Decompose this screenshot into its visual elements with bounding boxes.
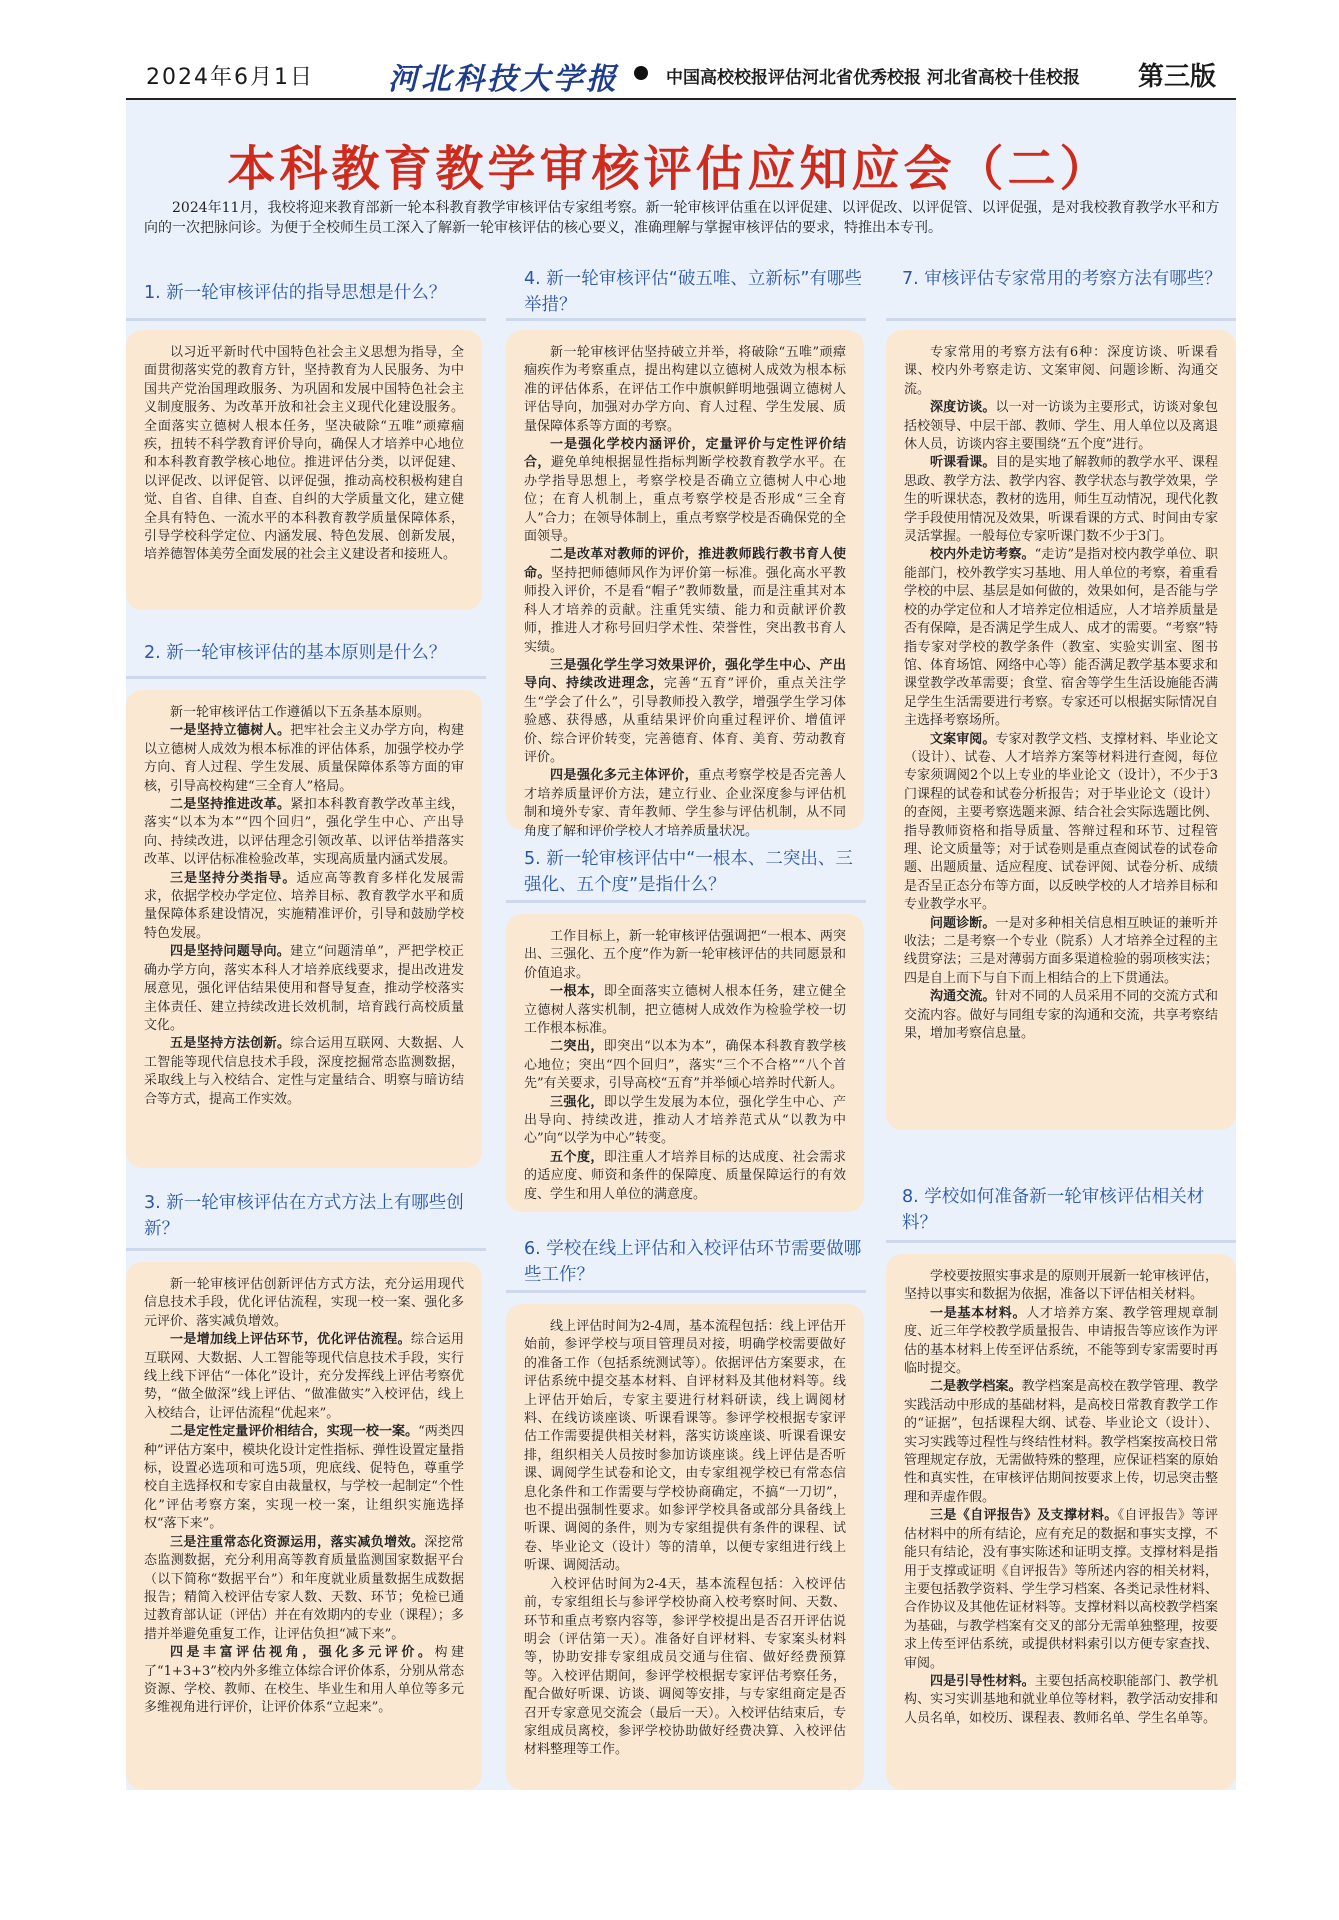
- answer-paragraph: [144, 1035, 464, 1109]
- paragraph-lead: 三是《自评报告》及支撑材料。: [930, 1508, 1118, 1524]
- paragraph-lead: 听课看课。: [930, 455, 996, 471]
- question-title-1: 1. 新一轮审核评估的指导思想是什么？: [144, 283, 447, 303]
- paragraph-lead: 三是注重常态化资源运用，落实减负增效。: [170, 1534, 425, 1550]
- answer-box-4: [506, 330, 864, 839]
- paragraph-text: 完善“五育”评价，重点关注学生“学会了什么”，引导教师投入教学，增强学生学习体验感、获得感，从重结果评价向重过程评价、增值评价、综合评价转变，完善德育、体育、美育、劳动教育评价。: [524, 676, 846, 765]
- answer-paragraph: [524, 1318, 846, 1576]
- paragraph-lead: 沟通交流。: [930, 989, 996, 1005]
- question-title-6: 6. 学校在线上评估和入校评估环节需要做哪些工作？: [524, 1239, 862, 1285]
- paragraph-lead: 二是坚持推进改革。: [170, 797, 291, 813]
- answer-paragraph: [524, 546, 846, 656]
- answer-paragraph: [524, 1149, 846, 1204]
- answer-paragraph: [904, 454, 1218, 546]
- paragraph-text: 专家常用的考察方法有6种：深度访谈、听课看课、校内外考察走访、文案审阅、问题诊断、沟通交流。: [904, 345, 1218, 397]
- answer-paragraph: [524, 344, 846, 436]
- paragraph-text: 《自评报告》等评估材料中的所有结论，应有充足的数据和事实支撑，不能只有结论，没有事实陈述和证明支撑。支撑材料是指用于支撑或证明《自评报告》等所述内容的相关材料，主要包括教学资料、学生学习档案、各类记录性材料、合作协议及其他佐证材料等。支撑材料以高校教学档案为基础，与教学档案有交叉的部分无需单独整理，按要求上传至评估系统，或提供材料索引以方便专家查找、审阅。: [904, 1508, 1218, 1671]
- paragraph-text: 综合运用互联网、大数据、人工智能等现代信息技术手段，实行线上线下评估“一体化”设计，充分发挥线上评估考察优势，“做全做深”线上评估、“做准做实”入校评估，线上入校结合，让评估流程“优起来”。: [144, 1332, 464, 1421]
- answer-paragraph: [144, 870, 464, 944]
- paragraph-text: 一是对多种相关信息相互映证的兼听并收法；二是考察一个专业（院系）人才培养全过程的主线贯穿法；三是对薄弱方面多渠道检验的弱项核实法；四是自上而下与自下而上相结合的上下贯通法。: [904, 915, 1218, 986]
- answer-paragraph: [524, 928, 846, 983]
- paragraph-lead: 二是定性定量评价相结合，实现一校一案。: [170, 1424, 419, 1440]
- divider: [506, 900, 866, 903]
- newspaper-logo: 河北科技大学报: [388, 62, 619, 97]
- answer-paragraph: [904, 731, 1218, 915]
- answer-paragraph: [904, 1507, 1218, 1673]
- paragraph-text: “两类四种”评估方案中，模块化设计定性指标、弹性设置定量指标，设置必选项和可选5项，兜底线、促特色，尊重学校自主选择权和专家自由裁量权，与学校一起制定“个性化”评估考察方案，实现一校一案，让组织实施选择权“落下来”。: [144, 1424, 464, 1532]
- question-title-4: 4. 新一轮审核评估“破五唯、立新标”有哪些举措？: [524, 269, 862, 315]
- paragraph-lead: 五个度，: [550, 1149, 604, 1165]
- question-title-5: 5. 新一轮审核评估中“一根本、二突出、三强化、五个度”是指什么？: [524, 849, 853, 895]
- paragraph-text: 紧扣本科教育教学改革主线，落实“以本为本”“四个回归”，强化学生中心、产出导向、持续改进，以评估理念引领改革、以评估举措落实改革、以评估标准检验改革，实现高质量内涵式发展。: [144, 797, 464, 868]
- answer-paragraph: [144, 704, 464, 722]
- answer-paragraph: [524, 1576, 846, 1760]
- answer-box-7: [886, 330, 1236, 1130]
- edition-label: 第三版: [1137, 62, 1216, 92]
- question-title-7: 7. 审核评估专家常用的考察方法有哪些？: [902, 269, 1222, 289]
- divider: [126, 318, 486, 321]
- paragraph-text: 新一轮审核评估工作遵循以下五条基本原则。: [170, 705, 431, 720]
- answer-paragraph: [144, 1423, 464, 1533]
- paragraph-text: 针对不同的人员采用不同的交流方式和交流内容。做好与同组专家的沟通和交流，共享考察结果，增加考察信息量。: [904, 989, 1218, 1042]
- paragraph-lead: 三是坚持分类指导。: [170, 870, 297, 886]
- paragraph-text: 重点考察学校是否完善人才培养质量评价方法，建立行业、企业深度参与评估机制和境外专家、青年教师、学生参与评估机制，从不同角度了解和评价学校人才培养质量状况。: [524, 768, 846, 839]
- paragraph-text: 人才培养方案、教学管理规章制度、近三年学校教学质量报告、申请报告等应该作为评估的基本材料上传至评估系统，不能等到专家需要时再临时提交。: [904, 1305, 1218, 1377]
- paragraph-text: 教学档案是高校在教学管理、教学实践活动中形成的基础材料，是高校日常教育教学工作的“证据”，包括课程大纲、试卷、毕业论文（设计）、实习实践等过程性与终结性材料。教学档案按高校日常管理规定存放，无需做特殊的整理，应保证档案的原始性和真实性，在审核评估期间按要求上传，切忌突击整理和弄虚作假。: [904, 1379, 1218, 1505]
- paragraph-text: 以一对一访谈为主要形式，访谈对象包括校领导、中层干部、教师、学生、用人单位以及离退休人员，访谈内容主要围绕“五个度”进行。: [904, 400, 1218, 453]
- answer-paragraph: [524, 657, 846, 767]
- paragraph-text: 即注重人才培养目标的达成度、社会需求的适应度、师资和条件的保障度、质量保障运行的有效度、学生和用人单位的满意度。: [524, 1149, 846, 1202]
- paragraph-lead: 一是强化学校内涵评价，定量评价与定性评价结合，: [524, 437, 846, 471]
- paragraph-text: 把牢社会主义办学方向，构建以立德树人成效为根本标准的评估体系，加强学校办学方向、育人过程、学生发展、质量保障体系等方面的审核，引导高校构建“三全育人”格局。: [144, 723, 464, 794]
- paragraph-lead: 四是丰富评估视角，强化多元评价。: [170, 1645, 435, 1661]
- paragraph-text: 建立“问题清单”，严把学校正确办学方向，落实本科人才培养底线要求，提出改进发展意见，强化评估结果使用和督导复查，推动学校落实主体责任、建立持续改进长效机制，培育践行高校质量文化。: [144, 944, 464, 1033]
- divider: [886, 1240, 1236, 1243]
- question-title-2: 2. 新一轮审核评估的基本原则是什么？: [144, 643, 447, 663]
- answer-paragraph: [904, 546, 1218, 730]
- paragraph-text: 避免单纯根据显性指标判断学校教育教学水平。在办学指导思想上，考察学校是否确立立德树人中心地位；在育人机制上，重点考察学校是否形成“三全育人”合力；在领导体制上，重点考察学校是否确保党的全面领导。: [524, 455, 846, 545]
- paragraph-lead: 问题诊断。: [930, 915, 996, 931]
- answer-paragraph: [524, 1038, 846, 1093]
- answer-paragraph: [144, 1276, 464, 1331]
- intro-paragraph: 2024年11月，我校将迎来教育部新一轮本科教育教学审核评估专家组考察。新一轮审核评估重在以评促建、以评促改、以评促管、以评促强，是对我校教育教学水平和方向的一次把脉问诊。为便于全校师生员工深入了解新一轮审核评估的核心要义，准确理解与掌握审核评估的要求，特推出本专刊。: [144, 200, 1220, 236]
- answer-box-5: [506, 914, 864, 1212]
- answer-paragraph: [904, 915, 1218, 989]
- answer-paragraph: [144, 1331, 464, 1423]
- question-title-3: 3. 新一轮审核评估在方式方法上有哪些创新？: [144, 1193, 464, 1239]
- paragraph-lead: 文案审阅。: [930, 731, 996, 747]
- divider: [126, 676, 486, 679]
- honor-text: 中国高校校报评估河北省优秀校报 河北省高校十佳校报: [666, 68, 1080, 88]
- paragraph-text: 深挖常态监测数据，充分利用高等教育质量监测国家数据平台（以下简称“数据平台”）和年度就业质量数据生成数据报告；精简入校评估专家人数、天数、环节；免检已通过教育部认证（评估）并在有效期内的专业（课程）；多措并举避免重复工作，让评估负担“减下来”。: [144, 1534, 464, 1642]
- paragraph-text: 入校评估时间为2-4天，基本流程包括：入校评估前，专家组组长与参评学校协商入校考察时间、天数、环节和重点考察内容等，参评学校提出是否召开评估说明会（评估第一天）。准备好自评材料、专家案头材料等，协助安排专家组成员交通与住宿、做好经费预算等。入校评估期间，参评学校根据专家评估考察任务，配合做好听课、访谈、调阅等安排，与专家组商定是否召开专家意见交流会（最后一天）。入校评估结束后，专家组成员离校，参评学校协助做好经费决算、入校评估材料整理等工作。: [524, 1576, 846, 1758]
- answer-box-1: [126, 330, 482, 610]
- paragraph-lead: 三强化，: [550, 1094, 604, 1110]
- paragraph-text: 新一轮审核评估坚持破立并举，将破除“五唯”顽瘴痼疾作为考察重点，提出构建以立德树人成效为根本标准的评估体系，在评估工作中旗帜鲜明地强调立德树人评估导向，加强对办学方向、育人过程、学生发展、质量保障体系等方面的考察。: [524, 345, 846, 434]
- paragraph-text: 学校要按照实事求是的原则开展新一轮审核评估，坚持以事实和数据为依据，准备以下评估相关材料。: [904, 1269, 1218, 1303]
- paragraph-lead: 二突出，: [550, 1039, 604, 1055]
- divider: [506, 1290, 866, 1293]
- answer-paragraph: [904, 1305, 1218, 1379]
- page-title: 本科教育教学审核评估应知应会（二）: [227, 141, 1112, 197]
- paragraph-text: 目的是实地了解教师的教学水平、课程思政、教学方法、教学内容、教学状态与教学效果，学生的听课状态，教材的选用，师生互动情况，现代化教学手段使用情况及效果，听课看课的方式、时间由专家灵活掌握。一般每位专家听课门数不少于3门。: [904, 455, 1218, 545]
- paragraph-text: 专家对教学文档、支撑材料、毕业论文（设计）、试卷、人才培养方案等材料进行查阅，每位专家须调阅2个以上专业的毕业论文（设计），不少于3门课程的试卷和试卷分析报告；对于毕业论文（设计）的查阅，主要考察选题来源、结合社会实际选题比例、指导教师资格和指导质量、答辩过程和环节、过程管理、论文质量等；对于试卷则是重点查阅试卷的试卷命题、出题质量、适应程度、试卷评阅、试卷分析、成绩是否呈正态分布等方面，以反映学校的人才培养目标和专业教学水平。: [904, 731, 1218, 913]
- bullet-dot-icon: [634, 66, 648, 80]
- answer-paragraph: [144, 943, 464, 1035]
- paragraph-lead: 一是基本材料。: [930, 1305, 1027, 1321]
- answer-paragraph: [524, 436, 846, 546]
- answer-box-2: [126, 690, 482, 1168]
- paragraph-lead: 四是强化多元主体评价，: [550, 768, 699, 784]
- answer-paragraph: [904, 988, 1218, 1043]
- paragraph-text: 工作目标上，新一轮审核评估强调把“一根本、两突出、三强化、五个度”作为新一轮审核评估的共同愿景和价值追求。: [524, 929, 846, 981]
- paragraph-text: 以习近平新时代中国特色社会主义思想为指导，全面贯彻落实党的教育方针，坚持教育为人民服务、为中国共产党治国理政服务、为巩固和发展中国特色社会主义制度服务、为改革开放和社会主义现代化建设服务。全面落实立德树人根本任务，坚决破除“五唯”顽瘴痼疾，扭转不科学教育评价导向，确保人才培养中心地位和本科教育教学核心地位。推进评估分类，以评促建、以评促改、以评促管、以评促强，推动高校积极构建自觉、自省、自律、自查、自纠的大学质量文化，建立健全具有特色、一流水平的本科教育教学质量保障体系，引导学校科学定位、内涵发展、特色发展、创新发展，培养德智体美劳全面发展的社会主义建设者和接班人。: [144, 345, 464, 563]
- answer-paragraph: [524, 767, 846, 841]
- masthead: [126, 52, 1236, 102]
- issue-date: 2024年6月1日: [146, 65, 314, 90]
- paragraph-lead: 一是增加线上评估环节，优化评估流程。: [170, 1332, 411, 1348]
- paragraph-lead: 五是坚持方法创新。: [170, 1036, 291, 1052]
- paragraph-text: 构建了“1+3+3”校内外多维立体综合评价体系，分别从常态资源、学校、教师、在校生、毕业生和用人单位等多元多维视角进行评价，让评价体系“立起来”。: [144, 1645, 464, 1716]
- answer-paragraph: [144, 1534, 464, 1644]
- paragraph-lead: 三是强化学生学习效果评价，强化学生中心、产出导向、持续改进理念，: [524, 657, 846, 692]
- paragraph-text: 综合运用互联网、大数据、人工智能等现代信息技术手段，深度挖掘常态监测数据，采取线上与入校结合、定性与定量结合、明察与暗访结合等方式，提高工作实效。: [144, 1036, 464, 1107]
- answer-box-8: [886, 1254, 1236, 1790]
- paragraph-lead: 二是改革对教师的评价，推进教师践行教书育人使命。: [524, 547, 846, 581]
- answer-paragraph: [144, 722, 464, 796]
- paragraph-text: “走访”是指对校内教学单位、职能部门，校外教学实习基地、用人单位的考察，着重看学校的中层、基层是如何做的，效果如何，是否能与学校的办学定位和人才培养定位相适应，人才培养质量是否有保障，是否满足学生成人、成才的需要。“考察”特指专家对学校的教学条件（教室、实验实训室、图书馆、体育场馆、网络中心等）能否满足教学基本要求和课堂教学改革需要；食堂、宿舍等学生生活设施能否满足学生生活需要进行考察。专家还可以根据实际情况自主选择考察场所。: [904, 547, 1218, 729]
- paragraph-text: 即以学生发展为本位，强化学生中心、产出导向、持续改进，推动人才培养范式从“以教为中心”向“以学为中心”转变。: [524, 1094, 846, 1147]
- paragraph-text: 新一轮审核评估创新评估方式方法，充分运用现代信息技术手段，优化评估流程，实现一校一案、强化多元评价、落实减负增效。: [144, 1277, 464, 1329]
- paragraph-text: 主要包括高校职能部门、教学机构、实习实训基地和就业单位等材料，教学活动安排和人员名单，如校历、课程表、教师名单、学生名单等。: [904, 1673, 1218, 1726]
- paragraph-lead: 深度访谈。: [930, 400, 996, 416]
- answer-paragraph: [904, 1268, 1218, 1305]
- paragraph-lead: 一根本，: [550, 984, 604, 1000]
- answer-paragraph: [144, 344, 464, 565]
- paragraph-lead: 校内外走访考察。: [930, 547, 1035, 563]
- paragraph-text: 适应高等教育多样化发展需求，依据学校办学定位、培养目标、教育教学水平和质量保障体系建设情况，实施精准评价，引导和鼓励学校特色发展。: [144, 870, 464, 941]
- divider: [126, 1248, 486, 1251]
- answer-box-6: [506, 1304, 864, 1790]
- paragraph-text: 线上评估时间为2-4周，基本流程包括：线上评估开始前，参评学校与项目管理员对接，明确学校需要做好的准备工作（包括系统测试等）。依据评估方案要求，在评估系统中提交基本材料、自评材料及其他材料等。线上评估开始后，专家主要进行材料研读，线上调阅材料、在线访谈座谈、听课看课等。参评学校根据专家评估工作需要提供相关材料，落实访谈座谈、听课看课安排，组织相关人员按时参加访谈座谈。线上评估是否听课、调阅学生试卷和论文，由专家组视学校已有常态信息化条件和工作需要与学校协商确定，不搞“一刀切”，也不提出强制性要求。如参评学校具备或部分具备线上听课、调阅的条件，则为专家组提供有条件的课程、试卷、毕业论文（设计）等的清单，以便专家组进行线上听课、调阅活动。: [524, 1319, 846, 1574]
- paragraph-lead: 二是教学档案。: [930, 1379, 1022, 1395]
- answer-paragraph: [524, 983, 846, 1038]
- divider: [506, 318, 866, 321]
- answer-paragraph: [904, 399, 1218, 454]
- answer-paragraph: [524, 1094, 846, 1149]
- paragraph-text: 即突出“以本为本”，确保本科教育教学核心地位；突出“四个回归”，落实“三个不合格”“八个首先”有关要求，引导高校“五育”并举倾心培养时代新人。: [524, 1039, 846, 1092]
- answer-box-3: [126, 1262, 482, 1790]
- answer-paragraph: [904, 344, 1218, 399]
- paragraph-text: 即全面落实立德树人根本任务，建立健全立德树人落实机制，把立德树人成效作为检验学校一切工作根本标准。: [524, 984, 846, 1037]
- paragraph-lead: 四是引导性材料。: [930, 1673, 1035, 1689]
- answer-paragraph: [144, 796, 464, 870]
- answer-paragraph: [904, 1378, 1218, 1507]
- paragraph-lead: 一是坚持立德树人。: [170, 723, 291, 739]
- divider: [886, 318, 1236, 321]
- paragraph-text: 坚持把师德师风作为评价第一标准。强化高水平教师投入评价，不是看“帽子”教师数量，而是注重其对本科人才培养的贡献。注重凭实绩、能力和贡献评价教师，推进人才称号回归学术性、荣誉性，突出教书育人实绩。: [524, 565, 846, 655]
- question-title-8: 8. 学校如何准备新一轮审核评估相关材料？: [902, 1187, 1205, 1233]
- answer-paragraph: [144, 1644, 464, 1718]
- paragraph-lead: 四是坚持问题导向。: [170, 944, 291, 960]
- answer-paragraph: [904, 1673, 1218, 1728]
